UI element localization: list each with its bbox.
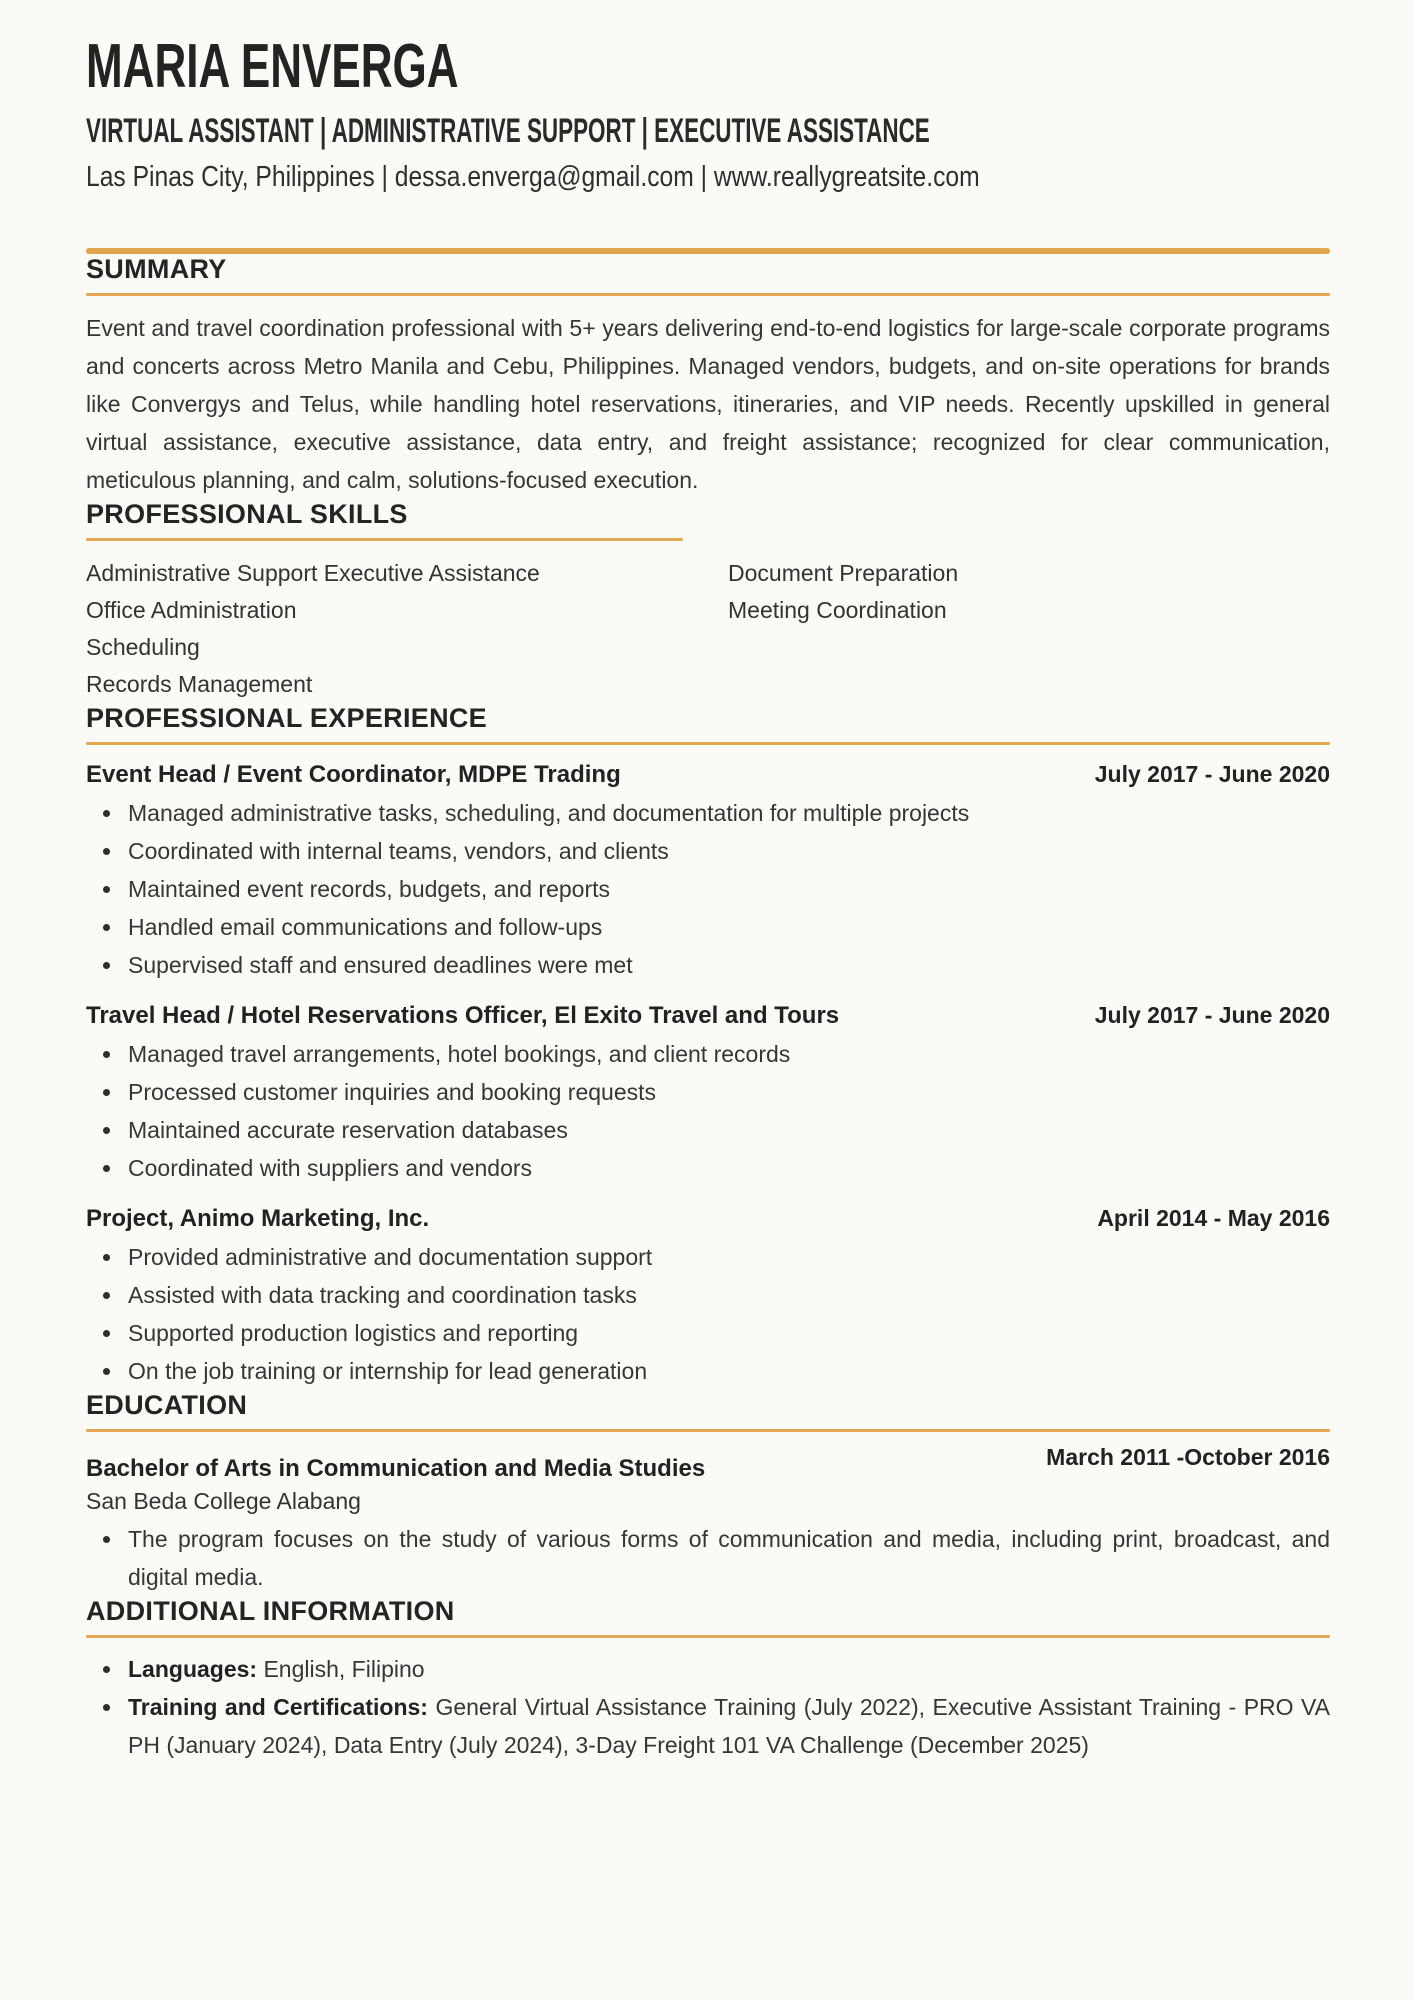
job-bullet: Coordinated with suppliers and vendors bbox=[86, 1149, 1330, 1187]
job-bullets bbox=[86, 794, 1330, 984]
job-dates: April 2014 - May 2016 bbox=[1097, 1205, 1330, 1231]
education-bullet: The program focuses on the study of various forms of communication and media, including print, broadcast, and digital media. bbox=[86, 1520, 1330, 1596]
header bbox=[86, 32, 1330, 194]
job-header bbox=[86, 759, 1330, 790]
summary-heading: SUMMARY bbox=[86, 254, 227, 284]
skill-item: Office Administration bbox=[86, 597, 297, 623]
additional-items bbox=[86, 1650, 1330, 1764]
education-section bbox=[86, 1390, 1330, 1596]
contact-text: Las Pinas City, Philippines | dessa.enverga@gmail.com | www.reallygreatsite.com bbox=[86, 161, 980, 193]
additional-section bbox=[86, 1596, 1330, 1764]
person-name-text: MARIA ENVERGA bbox=[86, 32, 459, 101]
skill-item: Meeting Coordination bbox=[728, 597, 947, 623]
additional-heading: ADDITIONAL INFORMATION bbox=[86, 1596, 455, 1626]
job-entry bbox=[86, 759, 1330, 984]
job-title: Project, Animo Marketing, Inc. bbox=[86, 1205, 430, 1232]
experience-heading: PROFESSIONAL EXPERIENCE bbox=[86, 703, 487, 733]
additional-item bbox=[86, 1688, 1330, 1764]
job-bullet: Supported production logistics and reporting bbox=[86, 1314, 1330, 1352]
contact-line bbox=[86, 160, 1330, 194]
experience-section bbox=[86, 703, 1330, 1390]
job-bullet: Provided administrative and documentation support bbox=[86, 1238, 1330, 1276]
job-bullet: Managed travel arrangements, hotel bookings, and client records bbox=[86, 1035, 1330, 1073]
job-title: Travel Head / Hotel Reservations Officer, El Exito Travel and Tours bbox=[86, 1002, 840, 1029]
skill-item: Records Management bbox=[86, 671, 313, 697]
job-bullet: Maintained event records, budgets, and reports bbox=[86, 870, 1330, 908]
skills-rule bbox=[86, 538, 683, 541]
summary-rule bbox=[86, 293, 1330, 296]
skills-columns bbox=[86, 555, 1330, 703]
job-header bbox=[86, 1203, 1330, 1234]
job-title: Event Head / Event Coordinator, MDPE Trading bbox=[86, 761, 621, 788]
headline bbox=[86, 112, 1330, 150]
job-bullet: Maintained accurate reservation databases bbox=[86, 1111, 1330, 1149]
job-bullet: Processed customer inquiries and booking requests bbox=[86, 1073, 1330, 1111]
additional-item-text: English, Filipino bbox=[263, 1656, 425, 1682]
job-entry bbox=[86, 1000, 1330, 1187]
job-bullet: On the job training or internship for lead generation bbox=[86, 1352, 1330, 1390]
job-entry bbox=[86, 1203, 1330, 1390]
skills-section bbox=[86, 499, 1330, 703]
job-bullets bbox=[86, 1238, 1330, 1390]
education-bullets bbox=[86, 1520, 1330, 1596]
job-bullet: Managed administrative tasks, scheduling, and documentation for multiple projects bbox=[86, 794, 1330, 832]
additional-item-text: General Virtual Assistance Training (July 2022), Executive Assistant Training - PRO VA PH (January 2024), Data Entry (July 2024), 3-Day Freight 101 VA Challenge (December 2025) bbox=[128, 1694, 1330, 1758]
job-list bbox=[86, 759, 1330, 1390]
skill-item: Document Preparation bbox=[728, 560, 959, 586]
additional-item-label: Training and Certifications: bbox=[128, 1694, 428, 1720]
skills-heading: PROFESSIONAL SKILLS bbox=[86, 499, 408, 529]
additional-item bbox=[86, 1650, 1330, 1688]
additional-rule bbox=[86, 1635, 1330, 1638]
job-bullet: Coordinated with internal teams, vendors, and clients bbox=[86, 832, 1330, 870]
summary-text: Event and travel coordination professional with 5+ years delivering end-to-end logistics for large-scale corporate programs and concerts across Metro Manila and Cebu, Philippines. Managed vendors, budgets, and on-site operations for brands like Convergys and Telus, while handling hotel reservations, itineraries, and VIP needs. Recently upskilled in general virtual assistance, executive assistance, data entry, and freight assistance; recognized for clear communication, meticulous planning, and calm, solutions-focused execution. bbox=[86, 315, 1330, 493]
education-dates: March 2011 -October 2016 bbox=[1046, 1444, 1330, 1470]
skills-column-1 bbox=[86, 555, 728, 703]
school-name: San Beda College Alabang bbox=[86, 1488, 361, 1514]
job-bullet: Handled email communications and follow-ups bbox=[86, 908, 1330, 946]
job-dates: July 2017 - June 2020 bbox=[1094, 1002, 1330, 1028]
job-bullet: Supervised staff and ensured deadlines were met bbox=[86, 946, 1330, 984]
job-bullet: Assisted with data tracking and coordination tasks bbox=[86, 1276, 1330, 1314]
experience-rule bbox=[86, 742, 1330, 745]
summary-section bbox=[86, 254, 1330, 499]
additional-item-label: Languages: bbox=[128, 1656, 258, 1682]
education-header bbox=[86, 1442, 1330, 1484]
job-dates: July 2017 - June 2020 bbox=[1094, 761, 1330, 787]
skills-column-2 bbox=[728, 555, 958, 703]
person-name bbox=[86, 32, 1330, 101]
job-header bbox=[86, 1000, 1330, 1031]
job-bullets bbox=[86, 1035, 1330, 1187]
headline-text: VIRTUAL ASSISTANT | ADMINISTRATIVE SUPPORT | EXECUTIVE ASSISTANCE bbox=[86, 112, 930, 150]
skill-item: Scheduling bbox=[86, 634, 200, 660]
degree-title: Bachelor of Arts in Communication and Media Studies bbox=[86, 1455, 706, 1482]
skill-item: Administrative Support Executive Assistance bbox=[86, 560, 540, 586]
education-rule bbox=[86, 1429, 1330, 1432]
education-heading: EDUCATION bbox=[86, 1390, 248, 1420]
